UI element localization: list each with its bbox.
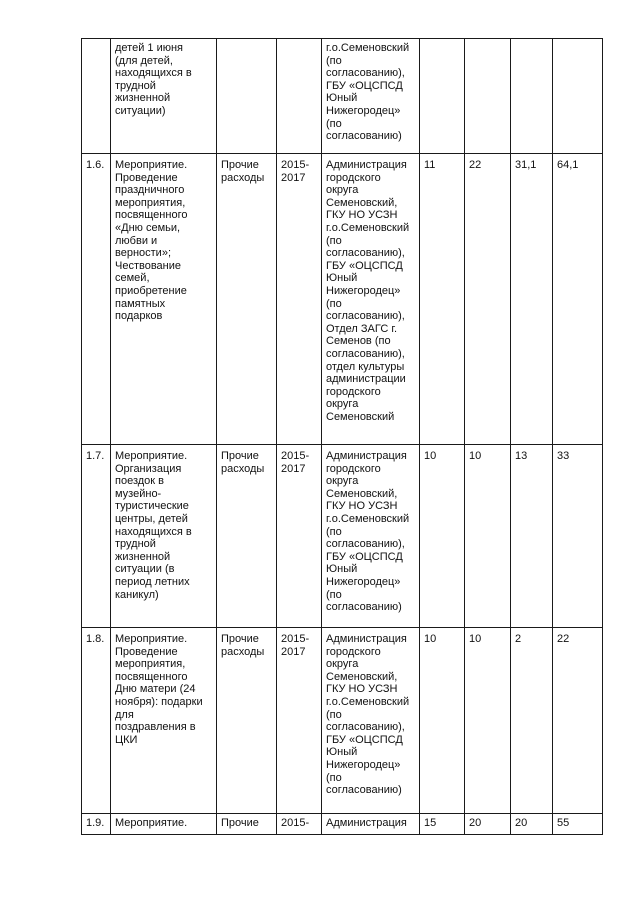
amount-2017-cell: 31,1 — [511, 154, 553, 445]
funding-source-cell: Прочие расходы — [217, 628, 277, 814]
amount-2017-cell: 20 — [511, 814, 553, 835]
amount-2015-cell: 15 — [420, 814, 465, 835]
amount-2016-cell: 10 — [465, 628, 511, 814]
executor-cell: г.о.Семеновский (по согласованию), ГБУ «ОЦСПСД Юный Нижегородец» (по согласованию) — [322, 39, 420, 154]
event-name-cell: детей 1 июня (для детей, находящихся в трудной жизненной ситуации) — [111, 39, 217, 154]
amount-2016-cell: 10 — [465, 445, 511, 628]
period-cell: 2015- 2017 — [277, 445, 322, 628]
period-cell: 2015- — [277, 814, 322, 835]
item-number-cell: 1.8. — [82, 628, 111, 814]
amount-2017-cell: 2 — [511, 628, 553, 814]
period-cell — [277, 39, 322, 154]
item-number-cell: 1.6. — [82, 154, 111, 445]
amount-2016-cell: 20 — [465, 814, 511, 835]
table-row — [82, 154, 603, 445]
amount-2015-cell: 10 — [420, 445, 465, 628]
amount-2016-cell: 22 — [465, 154, 511, 445]
amount-total-cell: 33 — [553, 445, 603, 628]
amount-2015-cell: 10 — [420, 628, 465, 814]
amount-total-cell: 22 — [553, 628, 603, 814]
amount-total-cell: 64,1 — [553, 154, 603, 445]
amount-total-cell — [553, 39, 603, 154]
amount-2017-cell — [511, 39, 553, 154]
amount-2015-cell: 11 — [420, 154, 465, 445]
executor-cell: Администрация — [322, 814, 420, 835]
period-cell: 2015- 2017 — [277, 628, 322, 814]
event-name-cell: Мероприятие. Организация поездок в музейно- туристические центры, детей находящихся в трудной жизненной ситуации (в период летних каникул) — [111, 445, 217, 628]
table-row — [82, 445, 603, 628]
program-events-table — [81, 38, 603, 835]
funding-source-cell: Прочие — [217, 814, 277, 835]
executor-cell: Администрация городского округа Семеновский, ГКУ НО УСЗН г.о.Семеновский (по согласованию), ГБУ «ОЦСПСД Юный Нижегородец» (по согласованию) — [322, 445, 420, 628]
funding-source-cell — [217, 39, 277, 154]
item-number-cell: 1.7. — [82, 445, 111, 628]
event-name-cell: Мероприятие. — [111, 814, 217, 835]
executor-cell: Администрация городского округа Семеновский, ГКУ НО УСЗН г.о.Семеновский (по согласованию), ГБУ «ОЦСПСД Юный Нижегородец» (по согласованию), Отдел ЗАГС г. Семенов (по согласованию), отдел культуры администрации городского округа Семеновский — [322, 154, 420, 445]
amount-2015-cell — [420, 39, 465, 154]
amount-total-cell: 55 — [553, 814, 603, 835]
funding-source-cell: Прочие расходы — [217, 445, 277, 628]
amount-2017-cell: 13 — [511, 445, 553, 628]
event-name-cell: Мероприятие. Проведение праздничного мероприятия, посвященного «Дню семьи, любви и верности»; Чествование семей, приобретение памятных подарков — [111, 154, 217, 445]
table-row — [82, 628, 603, 814]
executor-cell: Администрация городского округа Семеновский, ГКУ НО УСЗН г.о.Семеновский (по согласованию), ГБУ «ОЦСПСД Юный Нижегородец» (по согласованию) — [322, 628, 420, 814]
funding-source-cell: Прочие расходы — [217, 154, 277, 445]
item-number-cell: 1.9. — [82, 814, 111, 835]
event-name-cell: Мероприятие. Проведение мероприятия, посвященного Дню матери (24 ноября): подарки для поздравления в ЦКИ — [111, 628, 217, 814]
amount-2016-cell — [465, 39, 511, 154]
item-number-cell — [82, 39, 111, 154]
period-cell: 2015- 2017 — [277, 154, 322, 445]
table-row — [82, 39, 603, 154]
table-row — [82, 814, 603, 835]
